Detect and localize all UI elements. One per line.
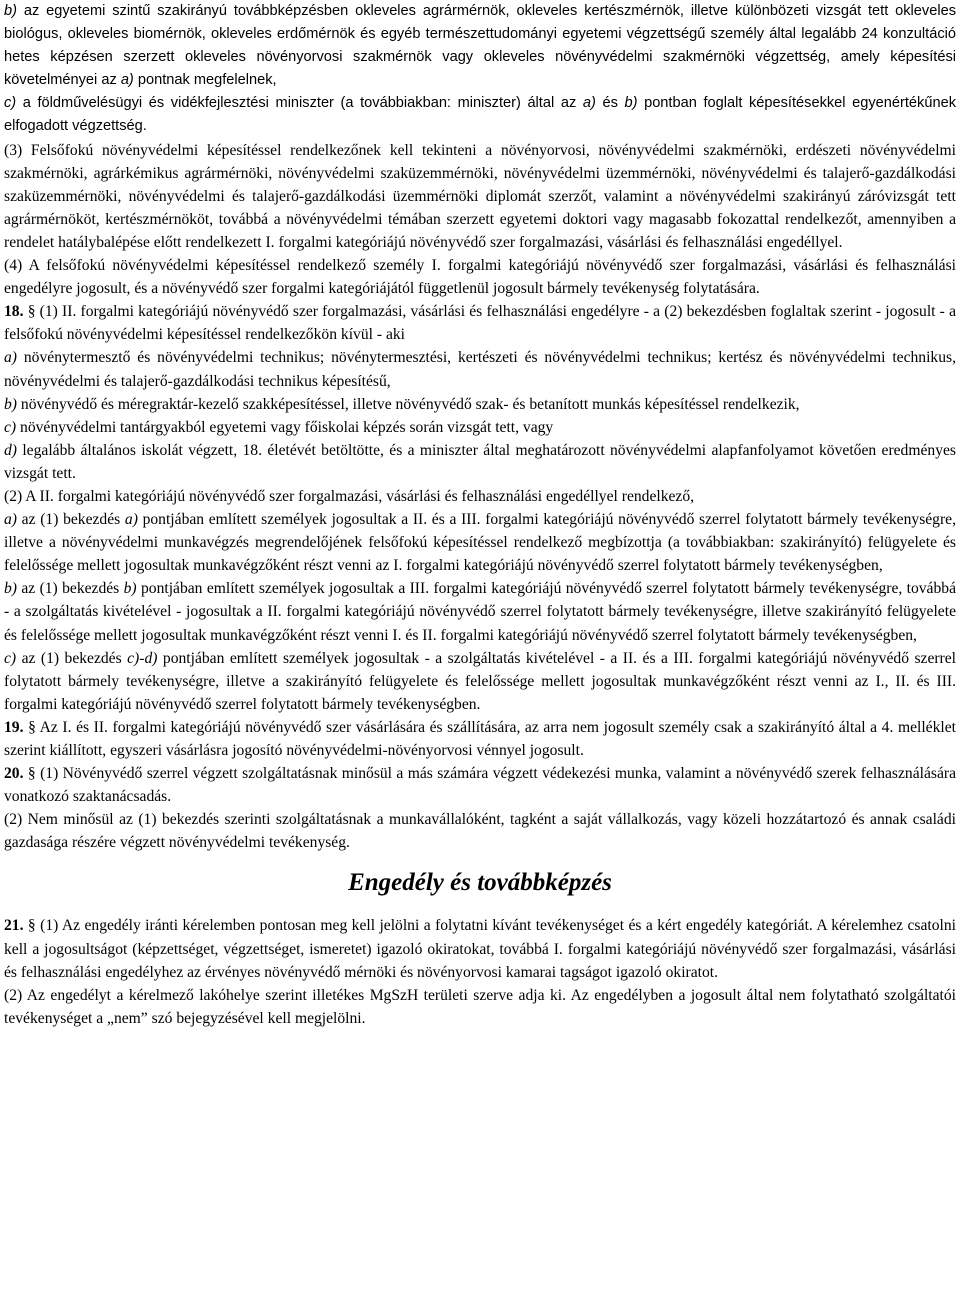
paragraph-text: pontjában említett személyek jogosultak - a szolgáltatás kivételével - a II. és a III. forgalmi kategóriájú növényvédő szerrel folytatott bármely tevékenységre, illetve a szakirányító felügyelete és felelőssége mellett jogosultak munkavégzőként részt venni az I., II. és III. forgalmi kategóriájú növényvédő szerrel folytatott bármely tevékenységben. [4, 649, 957, 713]
point-label: b) [4, 580, 17, 598]
paragraph-text: pontban foglalt képesítésekkel egyenértékűnek elfogadott végzettség. [4, 95, 956, 135]
paragraph-text: (2) A II. forgalmi kategóriájú növényvédő szer forgalmazási, vásárlási és felhasználási engedéllyel rendelkező, [4, 487, 695, 505]
paragraph-text: (2) Nem minősül az (1) bekezdés szerinti szolgáltatásnak a munkavállalóként, tagként a saját vállalkozás, vagy közeli hozzátartozó és annak családi gazdasága részére végzett növényvédelmi tevékenység. [4, 811, 956, 852]
paragraph-text: növényvédő és méregraktár-kezelő szakképesítéssel, illetve növényvédő szak- és betanított munkás képesítéssel rendelkezik, [17, 395, 800, 413]
paragraph-text: § (1) Az engedély iránti kérelemben pontosan meg kell jelölni a folytatni kívánt tevékenységet és a kért engedély kategóriát. A kérelemhez csatolni kell a jogosultságot (képzettséget, végzettséget, ismeretet) igazoló okiratokat, továbbá I. forgalmi kategóriájú növényvédő szer forgalmazási, vásárlási és felhasználási engedélyhez az érvényes növényvédő mérnöki és növényorvosi kamarai tagságot igazoló okiratot. [4, 917, 956, 981]
paragraph-p13 [4, 647, 956, 716]
paragraph-text: (4) A felsőfokú növényvédelmi képesítéssel rendelkező személy I. forgalmi kategóriájú növényvédő szer forgalmazási, vásárlási és felhasználási engedélyre jogosult, és a növényvédő szer forgalmi kategóriájától függetlenül jogosult bármely tevékenység folytatására. [4, 257, 956, 298]
paragraph-p17 [4, 914, 956, 983]
paragraph-text: pontjában említett személyek jogosultak a II. és a III. forgalmi kategóriájú növényvédő szerrel folytatott bármely tevékenységre, illetve a növényvédelmi munkavégzés megrendelőjének felsőfokú képesítéssel rendelkező megbízottja (a továbbiakban: szakirányító) felügyelete és felelőssége mellett jogosultak munkavégzőként részt venni az I. forgalmi kategóriájú növényvédő szerrel folytatott bármely tevékenységben, [4, 511, 956, 575]
point-label: a) [4, 511, 17, 529]
paragraph-text: növénytermesztő és növényvédelmi technikus; növénytermesztési, kertészeti és növényvédelmi technikus; kertész és növényvédelmi technikus, növényvédelmi és talajerő-gazdálkodási technikus képesítésű, [4, 349, 956, 390]
point-label: b) [4, 395, 17, 413]
paragraph-text: pontjában említett személyek jogosultak a III. forgalmi kategóriájú növényvédő szerrel folytatott bármely tevékenységre, továbbá - a szolgáltatás kivételével - jogosultak a II. forgalmi kategóriájú növényvédő szerrel folytatott bármely tevékenységre, illetve szakirányító felügyelete és felelőssége mellett jogosultak munkavégzőként részt venni I. és II. forgalmi kategóriájú növényvédő szerrel folytatott bármely tevékenységben, [4, 580, 956, 644]
point-label: b) [123, 580, 137, 598]
paragraph-text: legalább általános iskolát végzett, 18. életévét betöltötte, és a miniszter által meghatározott növényvédelmi alapfanfolyamot követően eredményes vizsgát tett. [4, 441, 956, 482]
paragraph-text: (2) Az engedélyt a kérelmező lakóhelye szerint illetékes MgSzH területi szerve adja ki. Az engedélyben a jogosult által nem folytatható szolgáltatói tevékenységet a „nem” szó bejegyzésével kell megjelölni. [4, 986, 956, 1027]
paragraph-p11 [4, 508, 956, 577]
paragraph-p9 [4, 439, 956, 485]
paragraph-p10 [4, 485, 956, 508]
point-label: a) [582, 95, 596, 112]
point-label: d) [4, 441, 17, 459]
point-label: b) [4, 3, 17, 19]
point-label: c) [4, 649, 17, 667]
section-number: 21. [4, 917, 24, 935]
paragraph-p14 [4, 716, 956, 762]
point-label: c) [4, 418, 17, 436]
paragraph-text: az egyetemi szintű szakirányú továbbképzésben okleveles agrármérnök, okleveles kertészmérnök, illetve különbözeti vizsgát tett okleveles biológus, okleveles biomérnök, okleveles erdőmérnök és egyéb természettudományi egyetemi végzettségű személy által legalább 24 konzultáció hetes képzésen szerzett okleveles növényorvosi szakmérnök vagy okleveles növényvédelmi szakmérnöki végzettség, amely képesítési követelményei az [4, 3, 956, 89]
paragraph-p5 [4, 300, 956, 346]
paragraph-p1 [4, 0, 956, 92]
paragraph-text: § (1) Növényvédő szerrel végzett szolgáltatásnak minősül a más számára végzett védekezési munka, valamint a növényvédő szerek felhasználására vonatkozó szaktanácsadás. [4, 765, 956, 806]
paragraph-p7 [4, 393, 956, 416]
paragraph-text: növényvédelmi tantárgyakból egyetemi vagy főiskolai képzés során vizsgát tett, vagy [16, 418, 554, 436]
paragraph-p6 [4, 346, 956, 392]
paragraph-p4 [4, 254, 956, 300]
paragraph-p18 [4, 984, 956, 1030]
point-label: a) [4, 349, 17, 367]
paragraph-p16 [4, 808, 956, 854]
point-label: c)-d) [127, 649, 158, 667]
paragraph-p12 [4, 577, 956, 646]
paragraph-p15 [4, 762, 956, 808]
point-label: a) [124, 511, 138, 529]
section-number: 18. [4, 303, 24, 321]
paragraph-text: és [595, 95, 625, 112]
paragraph-p2 [4, 92, 956, 138]
paragraph-text: (3) Felsőfokú növényvédelmi képesítéssel rendelkezőnek kell tekinteni a növényorvosi, növényvédelmi szakmérnöki, erdészeti növényvédelmi szakmérnöki, agrárkémikus agrármérnöki, növényvédelmi szaküzemmérnöki, növényvédelmi üzemmérnöki, növényvédelmi és talajerő-gazdálkodási szaküzemmérnöki, növényvédelmi és talajerő-gazdálkodási üzemmérnöki diplomát szerzőt, valamint a növényvédelmi szakirányú záróvizsgát tett agrármérnököt, kertészmérnököt, továbbá a növényvédelmi témában szerzett egyetemi doktori vagy magasabb fokozattal rendelkezőt, amennyiben a rendelet hatálybalépése előtt rendelkezett I. forgalmi kategóriájú növényvédő szer forgalmazási, vásárlási és felhasználási engedéllyel. [4, 141, 956, 251]
paragraph-text: § (1) II. forgalmi kategóriájú növényvédő szer forgalmazási, vásárlási és felhasználási engedélyre - a (2) bekezdésben foglaltak szerint - jogosult - a felsőfokú növényvédelmi képesítéssel rendelkezőkön kívül - aki [4, 303, 956, 344]
paragraph-text: az (1) bekezdés [16, 649, 128, 667]
point-label: a) [120, 72, 134, 89]
point-label: c) [4, 95, 17, 112]
section-number: 19. [4, 718, 24, 736]
paragraph-text: az (1) bekezdés [17, 580, 124, 598]
paragraph-p8 [4, 416, 956, 439]
paragraph-text: § Az I. és II. forgalmi kategóriájú növényvédő szer vásárlására és szállítására, az arra nem jogosult személy csak a szakirányító által a 4. melléklet szerint kiállított, egyszeri vásárlásra jogosító növényvédelmi-növényorvosi vénnyel jogosult. [4, 718, 956, 759]
paragraph-text: a földművelésügyi és vidékfejlesztési miniszter (a továbbiakban: miniszter) által az [16, 95, 583, 112]
paragraph-p3 [4, 139, 956, 254]
paragraph-text: pontnak megfelelnek, [133, 72, 277, 89]
section-heading: Engedély és továbbképzés [348, 869, 612, 897]
section-number: 20. [4, 765, 24, 783]
point-label: b) [624, 95, 638, 112]
paragraph-text: az (1) bekezdés [17, 511, 125, 529]
